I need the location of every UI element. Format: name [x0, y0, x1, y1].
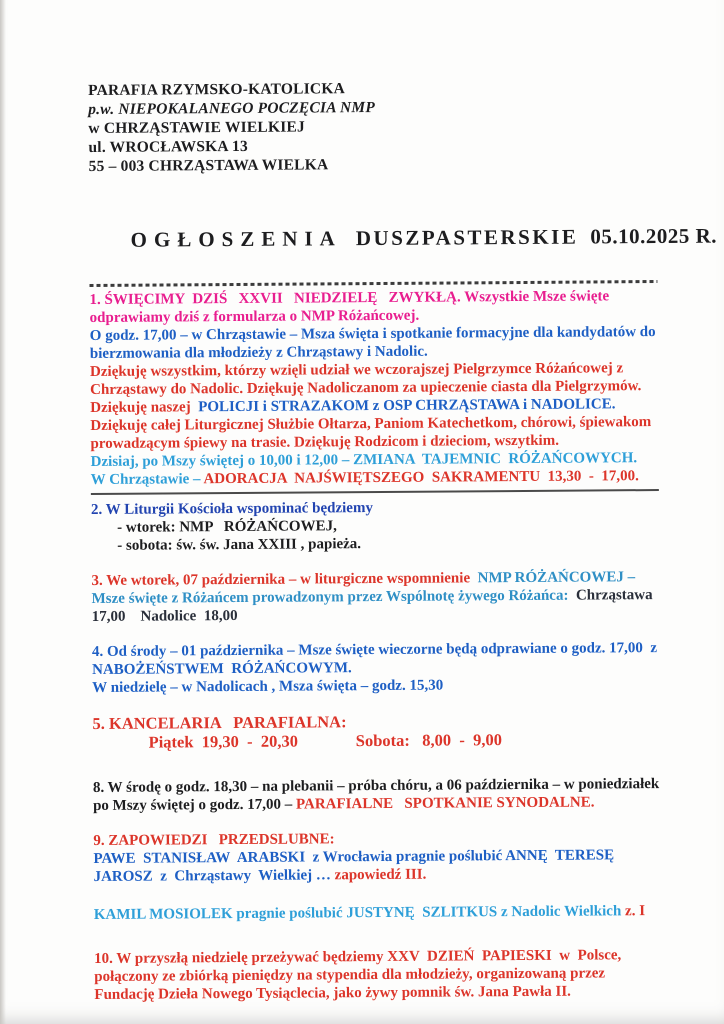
- text-segment: PAWE STANISŁAW ARABSKI z Wrocławia pragnie poślubić ANNĘ TERESĘ JAROSZ z Chrząstawy Wielkiej …: [93, 847, 618, 886]
- text-segment: W niedzielę – w Nadolicach , Msza święta – godz. 15,30: [92, 677, 444, 696]
- text-segment: - sobota: św. św. Jana XXIII , papieża.: [117, 535, 362, 554]
- section-4: [92, 639, 660, 697]
- text-segment: NMP RÓŻAŃCOWEJ – Msze święte z Różańcem prowadzonym przez Wspólnotę żywego Różańca:: [91, 568, 639, 607]
- section-5: [92, 710, 660, 754]
- section-9-paragraph: [94, 902, 662, 924]
- section-4-paragraph: [92, 675, 660, 697]
- text-segment: 2. W Liturgii Kościoła wspominać będziemy: [90, 499, 373, 518]
- text-segment: Dziękuję wszystkim, którzy wzięli udział we wczorajszej Pielgrzymce Różańcowej z Chrząstawy do Nadolic. Dziękuję Nadoliczanom za upieczenie ciasta dla Pielgrzymów.: [89, 359, 642, 398]
- text-segment: Dziękuję całej Liturgicznej Służbie Ołtarza, Paniom Katechetkom, chórowi, śpiewakom prowadzącym śpiewy na trasie. Dziękuję Rodzicom i dzieciom, wszytkim.: [90, 413, 656, 452]
- section-8: [92, 775, 664, 815]
- text-segment: KAMIL MOSIOLEK pragnie poślubić JUSTYNĘ SZLITKUS z Nadolic Wielkich: [93, 903, 626, 924]
- section-1-paragraph: [90, 413, 658, 453]
- parish-patron: p.w. NIEPOKALANEGO POCZĘCIA NMP: [88, 98, 376, 118]
- text-segment: Dziękuję naszej: [90, 398, 199, 416]
- text-segment: ADORACJA NAJŚWIĘTSZEGO SAKRAMENTU 13,30 - 17,00.: [203, 467, 639, 487]
- text-segment: POLICJI i STRAZAKOM z OSP CHRZĄSTAWA i NADOLICE.: [198, 395, 616, 415]
- section-3-paragraph: [91, 568, 659, 626]
- text-segment: O godz. 17,00 – w Chrząstawie – Msza święta i spotkanie formacyjne dla kandydatów do bierzmowania dla młodzieży z Chrząstawy i Nadolic.: [89, 323, 660, 362]
- parish-town: w CHRZĄSTAWIE WIELKIEJ: [88, 118, 305, 137]
- text-segment: Piątek 19,30 - 20,30 Sobota: 8,00 - 9,00: [148, 730, 503, 752]
- section-10-paragraph: [94, 946, 662, 1004]
- section-2-paragraph: [91, 533, 659, 555]
- title-date: 05.10.2025 R.: [590, 223, 718, 249]
- text-segment: zapowiedź III.: [334, 866, 427, 884]
- parish-postcode: 55 – 003 CHRZĄSTAWA WIELKA: [88, 155, 329, 175]
- section-9-paragraph: [93, 846, 661, 886]
- section-5-paragraph: [93, 729, 661, 753]
- parish-name: PARAFIA RZYMSKO-KATOLICKA: [88, 80, 346, 99]
- announcements: [89, 287, 662, 1005]
- scan-edge-artifact: [0, 0, 6, 1024]
- section-4-paragraph: [92, 639, 660, 679]
- section-3: [91, 568, 659, 626]
- section-1-paragraph: [89, 287, 657, 327]
- text-segment: 10. W przyszłą niedzielę przeżywać będziemy XXV DZIEŃ PAPIESKI w Polsce, połączony ze zbiórką pieniędzy na stypendia dla młodzieży, organizowaną przez Fundację Dzieła Nowego Tysiąclecia, jako żywy pomnik św. Jana Pawła II.: [94, 947, 626, 1004]
- text-segment: Dzisiaj, po Mszy świętej o 10,00 i 12,00 – ZMIANA TAJEMNIC RÓŻAŃCOWYCH.: [90, 449, 638, 470]
- text-segment: 3. We wtorek, 07 października – w liturgiczne wspomnienie: [91, 569, 478, 589]
- section-rule: [91, 489, 659, 495]
- text-segment: Chrząstawa 17,00 Nadolice 18,00: [91, 586, 661, 625]
- title-word-2: DUSZPASTERSKIE: [355, 224, 579, 250]
- text-segment: - wtorek: NMP RÓŻAŃCOWEJ,: [117, 517, 337, 536]
- text-segment: 1. ŚWIĘCIMY DZIŚ XXVII NIEDZIELĘ ZWYKŁĄ. Wszystkie Msze święte odprawiamy dziś z formularza o NMP Różańcowej.: [89, 287, 613, 326]
- document-content: [88, 78, 718, 1021]
- text-segment: 9. ZAPOWIEDZI PRZEDSLUBNE:: [93, 831, 335, 850]
- section-1-paragraph: [91, 467, 659, 489]
- text-segment: PARAFIALNE SPOTKANIE SYNODALNE.: [295, 794, 595, 813]
- section-9: [93, 828, 662, 924]
- title-separator: [89, 280, 657, 287]
- section-10: [94, 946, 662, 1004]
- section-1-paragraph: [90, 323, 658, 363]
- text-segment: 8. W środę o godz. 18,30 – na plebanii – próba chóru, a 06 października – w poniedziałek po Mszy świętej o godz. 17,00 –: [92, 776, 664, 815]
- text-segment: 5. KANCELARIA PARAFIALNA:: [92, 711, 347, 733]
- text-segment: W Chrząstawie –: [90, 470, 204, 488]
- section-1: [89, 287, 658, 495]
- text-segment: 4. Od środy – 01 października – Msze święte wieczorne będą odprawiane o godz. 17,00 z NABOŻEŃSTWEM RÓŻAŃCOWYM.: [91, 639, 661, 678]
- parish-street: ul. WROCŁAWSKA 13: [88, 137, 248, 156]
- section-2: [91, 497, 659, 555]
- section-8-paragraph: [92, 775, 664, 815]
- title-word-1: OGŁOSZENIA: [130, 225, 342, 252]
- section-1-paragraph: [90, 359, 658, 399]
- parish-header: [88, 78, 657, 176]
- page-title: [99, 199, 718, 278]
- text-segment: z. I: [624, 903, 646, 920]
